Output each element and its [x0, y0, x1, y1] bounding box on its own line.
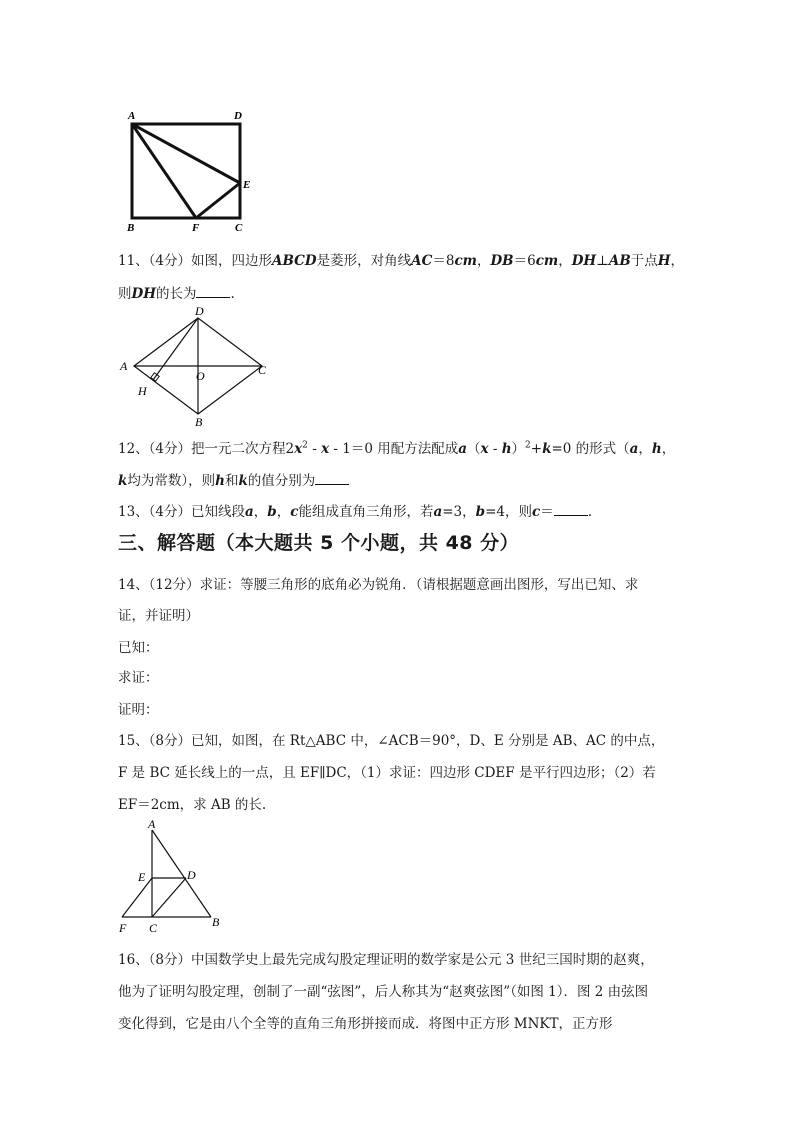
- segment-dh: [153, 318, 198, 380]
- label-d: D: [234, 110, 242, 122]
- answer-blank: [315, 474, 349, 485]
- q14-line2: 证，并证明）: [118, 608, 199, 624]
- section-heading: 三、解答题（本大题共 5 个小题，共 48 分）: [118, 532, 520, 554]
- label-d: D: [195, 304, 204, 318]
- q14-prove: 求证：: [118, 670, 159, 686]
- label-b: B: [127, 222, 135, 234]
- answer-blank: [196, 287, 230, 298]
- segment-fe: [122, 878, 152, 917]
- label-f: F: [192, 222, 200, 234]
- label-a: A: [148, 817, 156, 831]
- label-e: E: [243, 179, 251, 191]
- q14-proof: 证明：: [118, 702, 159, 718]
- q15-line1: 15、（8分）已知，如图，在 Rt△ABC 中，∠ACB＝90°，D、E 分别是 AB、AC 的中点，: [118, 733, 665, 749]
- label-c: C: [235, 222, 243, 234]
- label-e: E: [138, 870, 146, 884]
- q12-line2: k均为常数），则h和k的值分别为: [118, 469, 349, 489]
- label-c: C: [149, 921, 158, 935]
- q12-line1: 12、（4分）把一元二次方程$2x^2 - x - 1=0$ 用配方法配成a（x - h）$^2$+k=0 的形式（a，h，: [118, 440, 676, 457]
- segment-af: [132, 124, 196, 218]
- segment-ab: [152, 830, 211, 917]
- label-h: H: [138, 384, 147, 398]
- q16-line2: 他为了证明勾股定理，创制了一副“弦图”，后人称其为“赵爽弦图”（如图 1）．图 2 由弦图: [118, 984, 649, 1000]
- label-f: F: [119, 921, 127, 935]
- q16-line3: 变化得到，它是由八个全等的直角三角形拼接而成．将图中正方形 MNKT，正方形: [118, 1016, 613, 1032]
- q15-line3: EF＝2cm，求 AB 的长.: [118, 797, 267, 813]
- label-o: O: [196, 369, 205, 383]
- label-b: B: [212, 915, 220, 929]
- segment-fe: [196, 183, 240, 218]
- label-d: D: [187, 868, 196, 882]
- q14-line1: 14、（12分）求证：等腰三角形的底角必为锐角．（请根据题意画出图形，写出已知、求: [118, 577, 639, 593]
- q13-line: 13、（4分）已知线段a，b，c能组成直角三角形，若a=3，b=4，则c＝ .: [118, 504, 593, 520]
- label-c: C: [258, 363, 267, 377]
- figure-square-abcd: [122, 104, 262, 236]
- q15-line2: F 是 BC 延长线上的一点，且 EF∥DC，（1）求证：四边形 CDEF 是平行四边形；（2）若: [118, 765, 656, 781]
- q16-line1: 16、（8分）中国数学史上最先完成勾股定理证明的数学家是公元 3 世纪三国时期的赵爽，: [118, 952, 654, 968]
- q11-line1: 11、（4分）如图，四边形ABCD是菱形，对角线AC＝8cm，DB＝6cm，DH⊥AB于点H，: [118, 253, 685, 269]
- segment-cd: [152, 878, 186, 917]
- figure-triangle: [114, 816, 232, 936]
- q11-line2: 则DH的长为 .: [118, 286, 235, 302]
- label-b: B: [195, 415, 203, 429]
- label-a: A: [128, 110, 136, 122]
- label-a: A: [120, 359, 128, 373]
- answer-blank: [554, 505, 588, 516]
- segment-ae: [132, 124, 240, 183]
- q14-known: 已知：: [118, 640, 159, 656]
- figure-rhombus: [116, 302, 276, 430]
